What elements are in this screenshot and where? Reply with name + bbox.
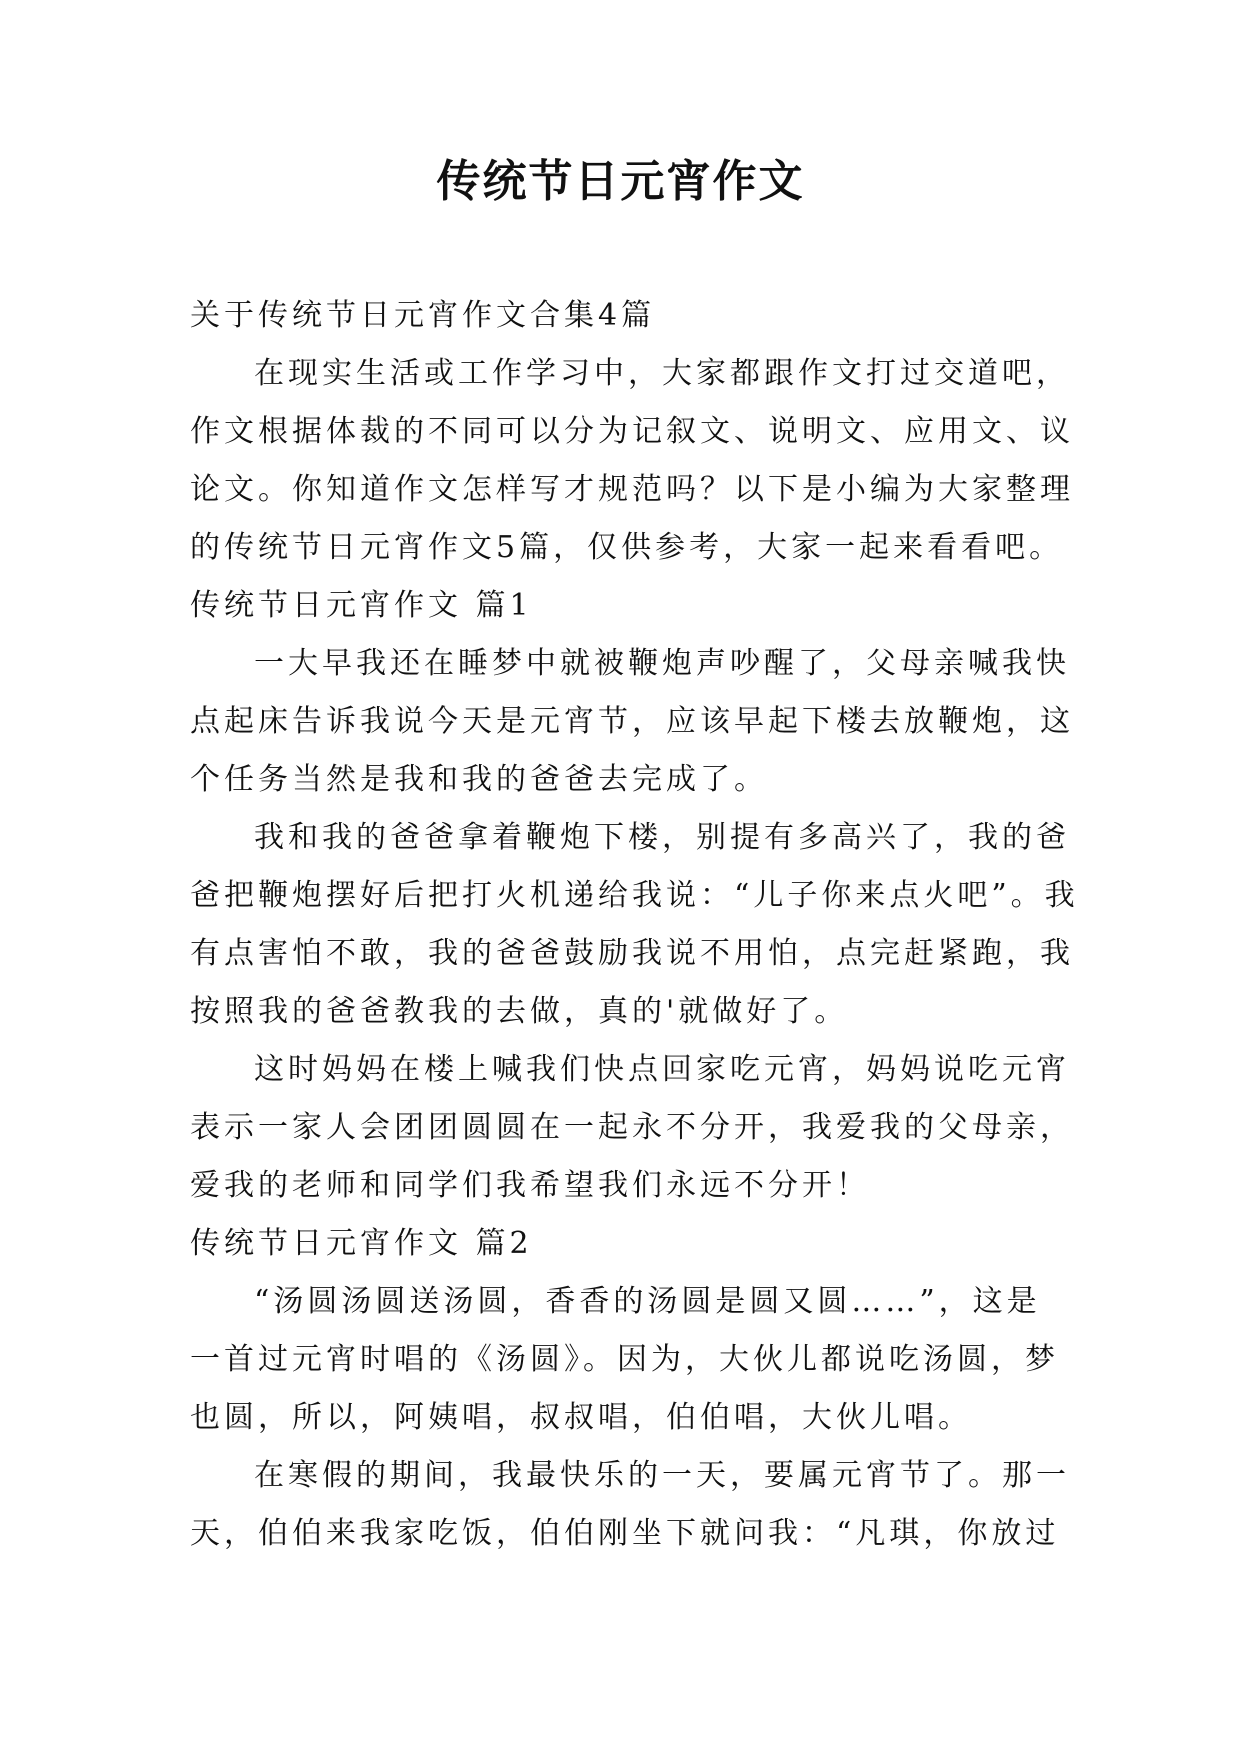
text-line: 一大早我还在睡梦中就被鞭炮声吵醒了，父母亲喊我快 (254, 646, 1070, 681)
text-line: 一首过元宵时唱的《汤圆》。因为，大伙儿都说吃汤圆，梦 (190, 1342, 1059, 1377)
text-line: 我和我的爸爸拿着鞭炮下楼，别提有多高兴了，我的爸 (254, 820, 1070, 855)
text-line: 天，伯伯来我家吃饭，伯伯刚坐下就问我：“凡琪，你放过 (190, 1516, 1060, 1551)
text-line: 爸把鞭炮摆好后把打火机递给我说：“儿子你来点火吧”。我 (190, 878, 1079, 913)
text-line: 表示一家人会团团圆圆在一起永不分开，我爱我的父母亲， (190, 1110, 1074, 1145)
text-line: “汤圆汤圆送汤圆，香香的汤圆是圆又圆……”，这是 (254, 1284, 1041, 1319)
text-line: 也圆，所以，阿姨唱，叔叔唱，伯伯唱，大伙儿唱。 (190, 1400, 972, 1435)
text-line: 爱我的老师和同学们我希望我们永远不分开！ (190, 1168, 870, 1203)
text-line: 在现实生活或工作学习中，大家都跟作文打过交道吧， (254, 356, 1070, 391)
text-line: 点起床告诉我说今天是元宵节，应该早起下楼去放鞭炮，这 (190, 704, 1074, 739)
document-body (190, 287, 1079, 1563)
text-line: 作文根据体裁的不同可以分为记叙文、说明文、应用文、议 (190, 414, 1074, 449)
text-line: 按照我的爸爸教我的去做，真的'就做好了。 (190, 994, 849, 1029)
text-line: 传统节日元宵作文 篇1 (190, 588, 533, 623)
text-line: 有点害怕不敢，我的爸爸鼓励我说不用怕，点完赶紧跑，我 (190, 936, 1074, 971)
text-line: 关于传统节日元宵作文合集4篇 (190, 298, 656, 333)
document-title: 传统节日元宵作文 (436, 156, 805, 207)
text-line: 论文。你知道作文怎样写才规范吗？以下是小编为大家整理 (190, 472, 1074, 507)
text-line: 这时妈妈在楼上喊我们快点回家吃元宵，妈妈说吃元宵 (254, 1052, 1070, 1087)
text-line: 在寒假的期间，我最快乐的一天，要属元宵节了。那一 (254, 1458, 1070, 1493)
text-line: 的传统节日元宵作文5篇，仅供参考，大家一起来看看吧。 (190, 530, 1064, 565)
text-line: 传统节日元宵作文 篇2 (190, 1226, 533, 1261)
text-line: 个任务当然是我和我的爸爸去完成了。 (190, 762, 768, 797)
